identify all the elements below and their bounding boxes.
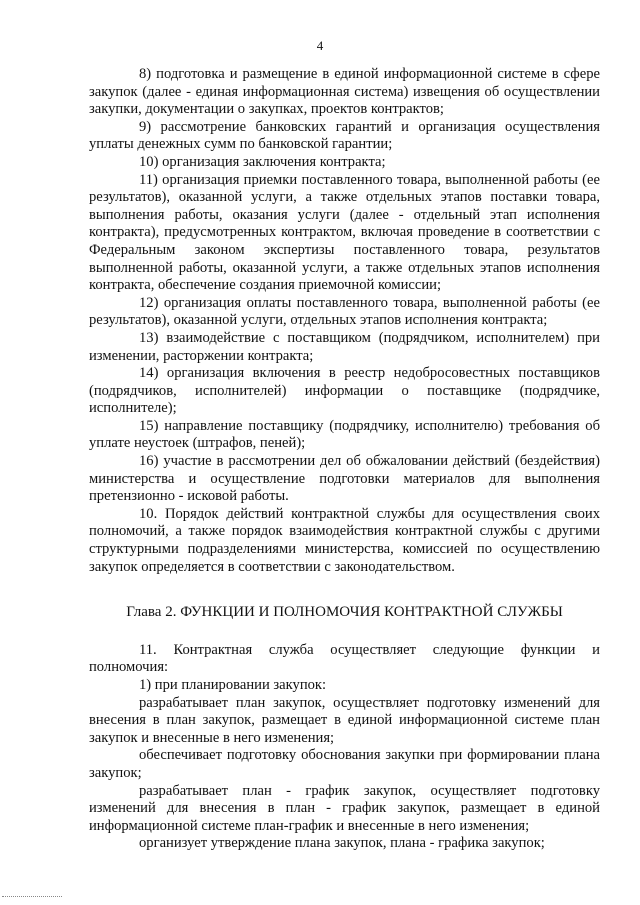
chapter-title: Глава 2. ФУНКЦИИ И ПОЛНОМОЧИЯ КОНТРАКТНОЙ СЛУЖБЫ [126,604,563,621]
paragraph-subitem-1: 1) при планировании закупок: [139,677,327,693]
paragraph-item-15: 15) направление поставщику (подрядчику, исполнителю) требования об уплате неустоек (штрафов, пеней); [89,417,600,452]
paragraph-schedule-develop: разрабатывает план - график закупок, осуществляет подготовку изменений для внесения в план - график закупок, размещает в единой информационной системе план-график и внесенные в него изменения; [89,782,600,834]
paragraph-plan-develop: разрабатывает план закупок, осуществляет подготовку изменений для внесения в план закупок, размещает в единой информационной системе план закупок и внесенные в него изменения; [89,694,600,746]
paragraph-item-10: 10) организация заключения контракта; [139,153,386,170]
paragraph-item-14: 14) организация включения в реестр недобросовестных поставщиков (подрядчиков, исполнителей) информации о поставщике (подрядчике, исполнителе); [89,365,600,417]
scan-edge-mark [2,896,62,899]
paragraph-clause-10: 10. Порядок действий контрактной службы для осуществления своих полномочий, а также порядок взаимодействия контрактной службы с другими структурными подразделениями министерства, комиссией по осуществлению закупок определяется в соответствии с законодательством. [89,505,600,575]
paragraph-item-13: 13) взаимодействие с поставщиком (подрядчиком, исполнителем) при изменении, расторжении контракта; [89,329,600,364]
paragraph-item-11: 11) организация приемки поставленного товара, выполненной работы (ее результатов), оказанной услуги, а также отдельных этапов поставки товара, выполнения работы, оказания услуги (далее - отдельный этап исполнения контракта), предусмотренных контрактом, включая проведение в соответствии с Федеральным законом экспертизы поставленного товара, результатов выполненной работы, оказанной услуги, а также отдельных этапов исполнения контракта, обеспечение создания приемочной комиссии; [89,171,600,294]
page-number: 4 [316,38,324,53]
paragraph-item-12: 12) организация оплаты поставленного товара, выполненной работы (ее результатов), оказанной услуги, отдельных этапов исполнения контракта; [89,294,600,329]
paragraph-plan-justify: обеспечивает подготовку обоснования закупки при формировании плана закупок; [89,747,600,781]
paragraph-plan-approve: организует утверждение плана закупок, плана - графика закупок; [139,835,545,852]
paragraph-clause-11: 11. Контрактная служба осуществляет следующие функции и полномочия: [89,641,600,676]
document-body [89,66,600,853]
paragraph-item-9: 9) рассмотрение банковских гарантий и организация осуществления уплаты денежных сумм по банковской гарантии; [89,118,600,153]
paragraph-item-8: 8) подготовка и размещение в единой информационной системе в сфере закупок (далее - единая информационная система) извещения об осуществлении закупки, документации о закупках, проектов контрактов; [89,66,600,118]
paragraph-item-16: 16) участие в рассмотрении дел об обжаловании действий (бездействия) министерства и осуществление подготовки материалов для выполнения претензионно - исковой работы. [89,453,600,505]
